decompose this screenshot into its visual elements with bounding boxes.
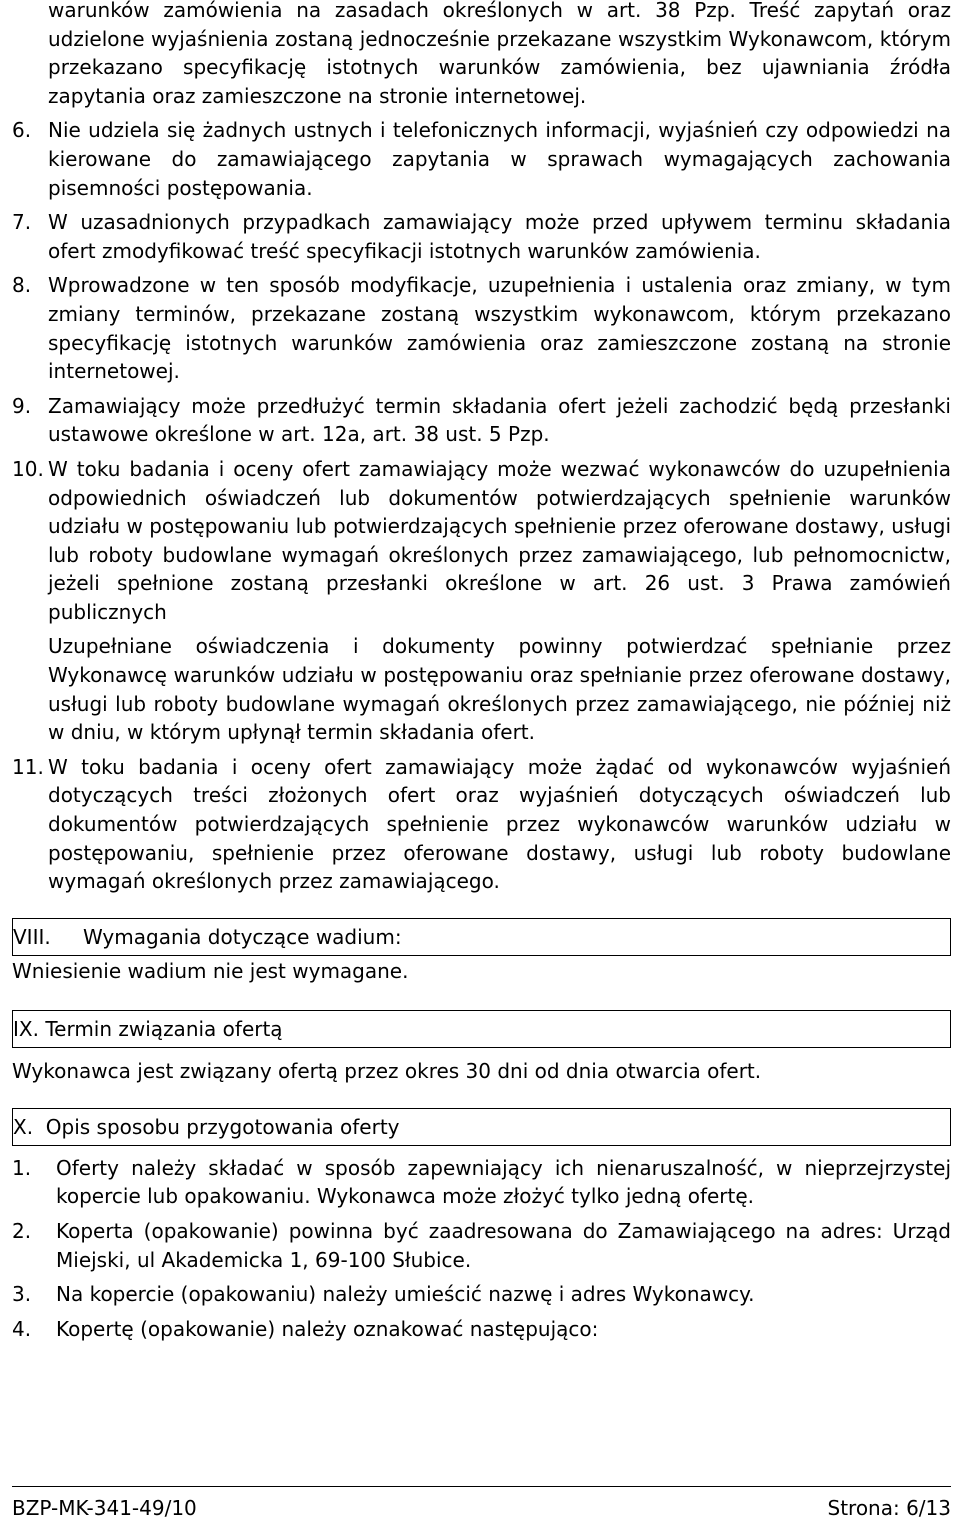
document-page	[12, 0, 951, 1343]
page-footer	[12, 1486, 951, 1521]
offer-item-1	[12, 1154, 951, 1211]
list-number: 2.	[12, 1219, 32, 1243]
list-text: Wprowadzone w ten sposób modyfikacje, uzupełnienia i ustalenia oraz zmiany, w tym zmiany terminów, przekazane zostaną wszystkim wykonawcom, którym przekazano specyfikację istotnych warunków zamówienia oraz zamieszczone zostaną na stronie internetowej.	[48, 273, 951, 384]
list-item-7	[12, 208, 951, 265]
list-text: Na kopercie (opakowaniu) należy umieścić nazwę i adres Wykonawcy.	[56, 1282, 755, 1307]
list-number: 11.	[12, 754, 44, 779]
section-ix-body: Wykonawca jest związany ofertą przez okres 30 dni od dnia otwarcia ofert.	[12, 1058, 762, 1083]
section-number: IX.	[13, 1016, 39, 1041]
list-item-6	[12, 116, 951, 202]
list-number: 9.	[12, 393, 32, 418]
section-title: Wymagania dotyczące wadium:	[83, 924, 402, 949]
list-text: Zamawiający może przedłużyć termin składania ofert jeżeli zachodzić będą przesłanki ustawowe określone w art. 12a, art. 38 ust. 5 Pzp.	[48, 393, 951, 447]
section-viii-body: Wniesienie wadium nie jest wymagane.	[12, 958, 409, 983]
list-text: W toku badania i oceny ofert zamawiający może żądać od wykonawców wyjaśnień dotyczących treści złożonych ofert oraz wyjaśnień dotyczących oświadczeń lub dokumentów potwierdzających spełnienie przez wykonawców warunków udziału w postępowaniu, spełnienie przez oferowane dostawy, usługi lub roboty budowlane wymagań określonych przez zamawiającego.	[48, 754, 951, 894]
document-reference: BZP-MK-341-49/10	[12, 1496, 197, 1520]
list-number: 3.	[12, 1282, 32, 1307]
list-text: Oferty należy składać w sposób zapewniający ich nienaruszalność, w nieprzejrzystej kopercie lub opakowaniu. Wykonawca może złożyć tylko jedną ofertę.	[56, 1155, 951, 1209]
continuation-paragraph: warunków zamówienia na zasadach określonych w art. 38 Pzp. Treść zapytań oraz udzielone wyjaśnienia zostaną jednocześnie przekazane wszystkim Wykonawcom, którym przekazano specyfikację istotnych warunków zamówienia, bez ujawniania źródła zapytania oraz zamieszczone na stronie internetowej.	[48, 0, 951, 108]
page-number: Strona: 6/13	[827, 1496, 951, 1520]
offer-item-3	[12, 1280, 951, 1309]
offer-item-2	[12, 1217, 951, 1274]
section-title: Opis sposobu przygotowania oferty	[45, 1114, 400, 1139]
list-number: 8.	[12, 273, 32, 298]
list-text: W toku badania i oceny ofert zamawiający może wezwać wykonawców do uzupełnienia odpowiednich oświadczeń lub dokumentów potwierdzających spełnienie warunków udziału w postępowaniu lub potwierdzających spełnienie przez oferowane dostawy, usługi lub roboty budowlane wymagań określonych przez zamawiającego, lub pełnomocnictw, jeżeli spełnione zostaną przesłanki określone w art. 26 ust. 3 Prawa zamówień publicznych	[48, 456, 951, 624]
section-title: Termin związania ofertą	[45, 1016, 283, 1041]
list-text: W uzasadnionych przypadkach zamawiający może przed upływem terminu składania ofert zmodyfikować treść specyfikacji istotnych warunków zamówienia.	[48, 210, 951, 263]
list-text: Kopertę (opakowanie) należy oznakować następująco:	[56, 1316, 599, 1341]
section-x-heading	[12, 1108, 951, 1146]
list-item-11	[12, 753, 951, 896]
section-number: X.	[13, 1114, 34, 1139]
list-number: 10.	[12, 456, 44, 481]
list-item-9	[12, 392, 951, 449]
list-item-10	[12, 455, 951, 627]
list-text: Nie udziela się żadnych ustnych i telefonicznych informacji, wyjaśnień czy odpowiedzi na kierowane do zamawiającego zapytania w sprawach wymagających zachowania pisemności postępowania.	[48, 118, 951, 200]
section-number: VIII.	[13, 924, 51, 949]
list-number: 4.	[12, 1316, 32, 1341]
offer-item-4	[12, 1315, 951, 1344]
list-number: 1.	[12, 1155, 32, 1180]
section-viii-heading	[12, 918, 951, 956]
list-number: 7.	[12, 210, 32, 235]
list-item-8	[12, 271, 951, 385]
list-number: 6.	[12, 118, 32, 143]
list-item-10-continuation: Uzupełniane oświadczenia i dokumenty powinny potwierdzać spełnianie przez Wykonawcę warunków udziału w postępowaniu oraz spełnianie przez oferowane dostawy, usługi lub roboty budowlane wymagań określonych przez zamawiającego, nie później niż w dniu, w którym upłynął termin składania ofert.	[48, 634, 951, 745]
section-ix-heading	[12, 1010, 951, 1048]
list-text: Koperta (opakowanie) powinna być zaadresowana do Zamawiającego na adres: Urząd Miejski, ul Akademicka 1, 69-100 Słubice.	[56, 1219, 951, 1272]
